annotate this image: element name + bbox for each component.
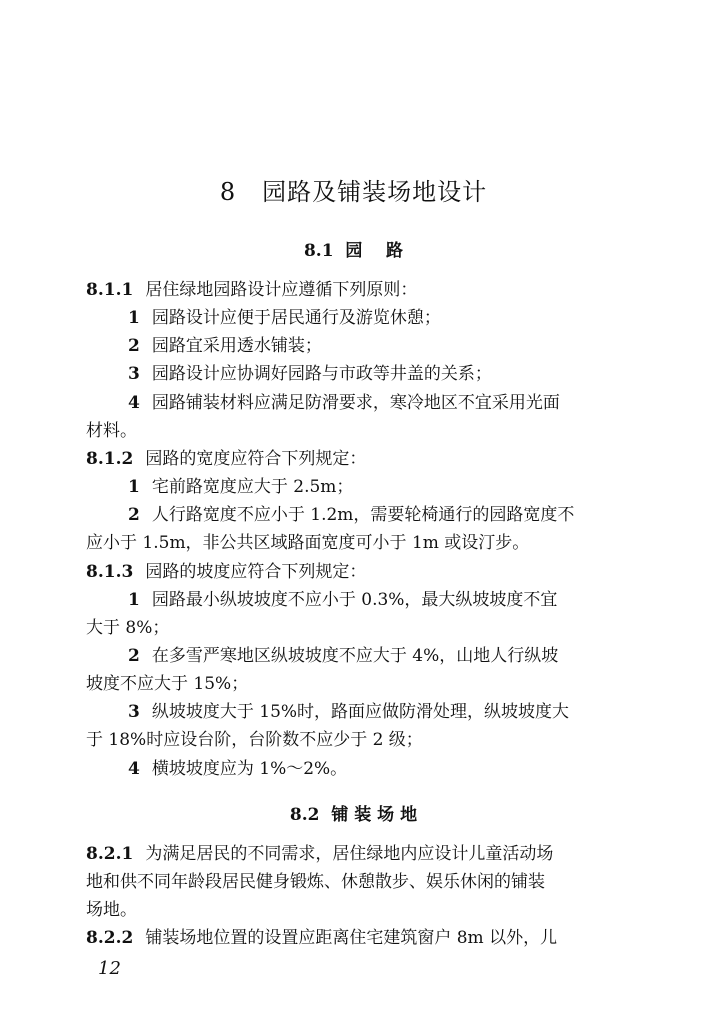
clause-text: 居住绿地园路设计应遵循下列原则： xyxy=(145,280,418,300)
continuation-line xyxy=(86,898,626,922)
item-text: 大于 8%； xyxy=(86,618,170,638)
item-number: 1 xyxy=(128,477,140,497)
continuation-line xyxy=(86,419,626,443)
list-item xyxy=(128,334,668,358)
clause-text: 园路的坡度应符合下列规定： xyxy=(145,562,367,582)
item-number: 1 xyxy=(128,308,140,328)
list-item xyxy=(128,391,668,415)
item-number: 1 xyxy=(128,590,140,610)
clause-text: 为满足居民的不同需求，居住绿地内应设计儿童活动场 xyxy=(145,844,554,864)
item-text: 园路设计应协调好园路与市政等井盖的关系； xyxy=(151,364,492,384)
list-item xyxy=(128,757,668,781)
clause-number: 8.2.2 xyxy=(86,928,134,948)
item-text: 于 18%时应设台阶，台阶数不应少于 2 级； xyxy=(86,730,423,750)
item-text: 材料。 xyxy=(86,421,137,441)
clause-8-2-2 xyxy=(86,926,626,950)
item-text: 横坡坡度应为 1%～2%。 xyxy=(151,759,348,779)
continuation-line xyxy=(86,616,626,640)
clause-text: 园路的宽度应符合下列规定： xyxy=(145,449,367,469)
clause-number: 8.1.3 xyxy=(86,562,134,582)
item-text: 园路铺装材料应满足防滑要求，寒冷地区不宜采用光面 xyxy=(151,393,560,413)
item-number: 3 xyxy=(128,364,140,384)
item-text: 纵坡坡度大于 15%时，路面应做防滑处理，纵坡坡度大 xyxy=(151,702,570,722)
item-text: 应小于 1.5m，非公共区域路面宽度可小于 1m 或设汀步。 xyxy=(86,533,530,553)
item-number: 2 xyxy=(128,505,140,525)
item-number: 2 xyxy=(128,646,140,666)
continuation-line xyxy=(86,672,626,696)
item-number: 4 xyxy=(128,393,140,413)
list-item xyxy=(128,306,668,330)
continuation-line xyxy=(86,728,626,752)
clause-text: 铺装场地位置的设置应距离住宅建筑窗户 8m 以外，儿 xyxy=(145,928,558,948)
item-text: 园路设计应便于居民通行及游览休憩； xyxy=(151,308,441,328)
item-text: 宅前路宽度应大于 2.5m； xyxy=(151,477,354,497)
item-text: 人行路宽度不应小于 1.2m，需要轮椅通行的园路宽度不 xyxy=(151,505,575,525)
item-text: 园路宜采用透水铺装； xyxy=(151,336,322,356)
item-number: 2 xyxy=(128,336,140,356)
item-text: 地和供不同年龄段居民健身锻炼、休憩散步、娱乐休闲的铺装 xyxy=(86,872,545,892)
item-text: 在多雪严寒地区纵坡坡度不应大于 4%，山地人行纵坡 xyxy=(151,646,559,666)
page-number: 12 xyxy=(98,958,121,979)
list-item xyxy=(128,503,668,527)
clause-number: 8.1.2 xyxy=(86,449,134,469)
continuation-line xyxy=(86,531,626,555)
item-number: 4 xyxy=(128,759,140,779)
item-text: 坡度不应大于 15%； xyxy=(86,674,249,694)
continuation-line xyxy=(86,870,626,894)
list-item xyxy=(128,644,668,668)
clause-8-1-3 xyxy=(86,560,626,584)
list-item xyxy=(128,362,668,386)
list-item xyxy=(128,700,668,724)
chapter-title: 8 园路及铺装场地设计 xyxy=(219,178,488,206)
item-text: 园路最小纵坡坡度不应小于 0.3%，最大纵坡坡度不宜 xyxy=(151,590,558,610)
clause-8-1-1 xyxy=(86,278,626,302)
section-heading-8-2: 8.2 铺 装 场 地 xyxy=(289,805,418,825)
clause-number: 8.1.1 xyxy=(86,280,134,300)
item-number: 3 xyxy=(128,702,140,722)
list-item xyxy=(128,475,668,499)
clause-8-1-2 xyxy=(86,447,626,471)
list-item xyxy=(128,588,668,612)
clause-number: 8.2.1 xyxy=(86,844,134,864)
section-heading-8-1: 8.1 园 路 xyxy=(303,241,404,261)
clause-8-2-1 xyxy=(86,842,626,866)
item-text: 场地。 xyxy=(86,900,137,920)
